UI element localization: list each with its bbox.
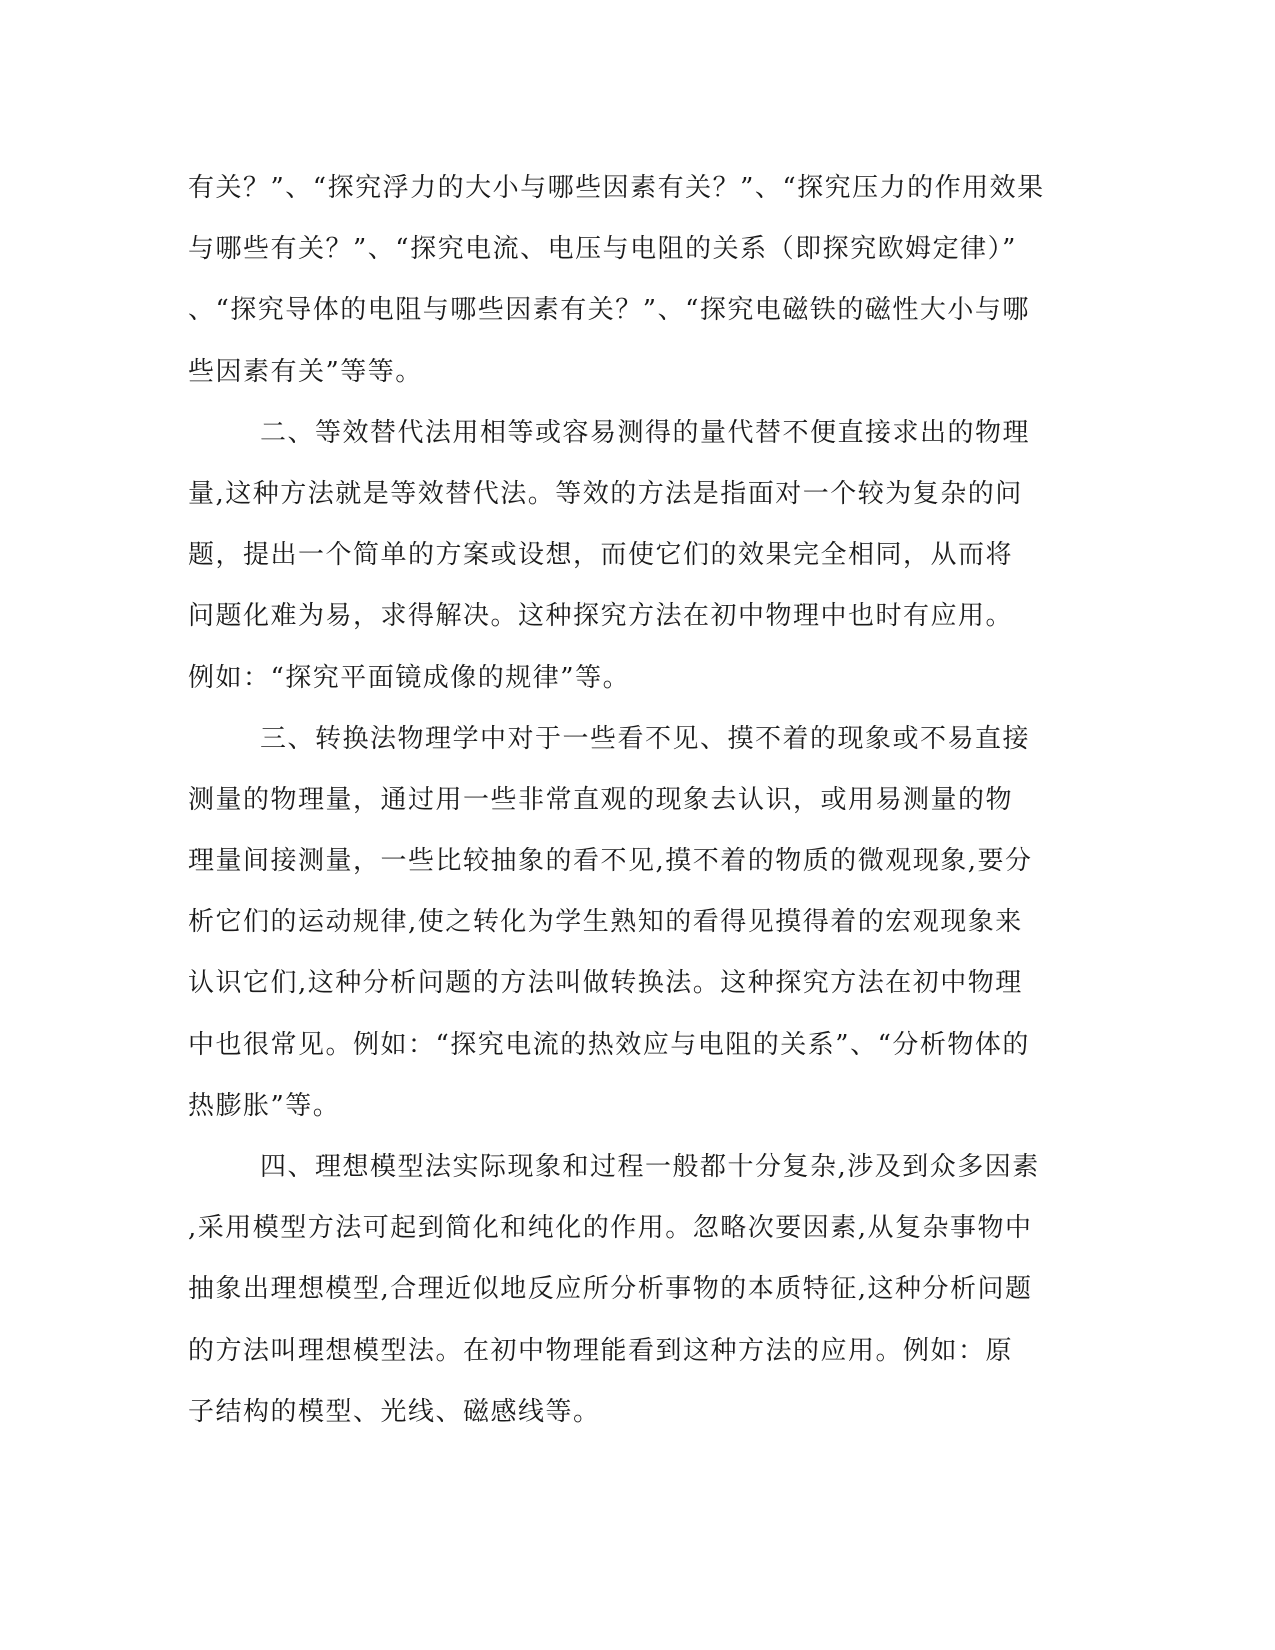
text-line: 测量的物理量，通过用一些非常直观的现象去认识，或用易测量的物 <box>188 784 1014 815</box>
text-line: 子结构的模型、光线、磁感线等。 <box>188 1396 601 1427</box>
body-text <box>188 158 1068 1443</box>
text-line: 、“探究导体的电阻与哪些因素有关？”、“探究电磁铁的磁性大小与哪 <box>188 295 1030 326</box>
paragraph-start-line: 二、等效替代法用相等或容易测得的量代替不便直接求出的物理 <box>260 417 1031 448</box>
text-line: 抽象出理想模型,合理近似地反应所分析事物的本质特征,这种分析问题 <box>188 1274 1033 1305</box>
text-line: ,采用模型方法可起到简化和纯化的作用。忽略次要因素,从复杂事物中 <box>188 1213 1033 1244</box>
text-line: 理量间接测量，一些比较抽象的看不见,摸不着的物质的微观现象,要分 <box>188 846 1033 877</box>
text-line: 热膨胀”等。 <box>188 1090 341 1121</box>
text-line: 些因素有关”等等。 <box>188 356 423 387</box>
text-line: 问题化难为易，求得解决。这种探究方法在初中物理中也时有应用。 <box>188 601 1014 632</box>
paragraph-start-line: 三、转换法物理学中对于一些看不见、摸不着的现象或不易直接 <box>260 723 1031 754</box>
text-line: 题，提出一个简单的方案或设想，而使它们的效果完全相同，从而将 <box>188 540 1014 571</box>
text-line: 的方法叫理想模型法。在初中物理能看到这种方法的应用。例如：原 <box>188 1335 1014 1366</box>
text-line: 与哪些有关？”、“探究电流、电压与电阻的关系（即探究欧姆定律）” <box>188 234 1017 265</box>
text-line: 析它们的运动规律,使之转化为学生熟知的看得见摸得着的宏观现象来 <box>188 907 1023 938</box>
text-line: 中也很常见。例如：“探究电流的热效应与电阻的关系”、“分析物体的 <box>188 1029 1030 1060</box>
text-line: 量,这种方法就是等效替代法。等效的方法是指面对一个较为复杂的问 <box>188 478 1023 509</box>
paragraph-start-line: 四、理想模型法实际现象和过程一般都十分复杂,涉及到众多因素 <box>260 1152 1040 1182</box>
text-line: 例如：“探究平面镜成像的规律”等。 <box>188 662 631 693</box>
text-line: 有关？”、“探究浮力的大小与哪些因素有关？”、“探究压力的作用效果 <box>188 173 1045 203</box>
text-line: 认识它们,这种分析问题的方法叫做转换法。这种探究方法在初中物理 <box>188 968 1023 999</box>
